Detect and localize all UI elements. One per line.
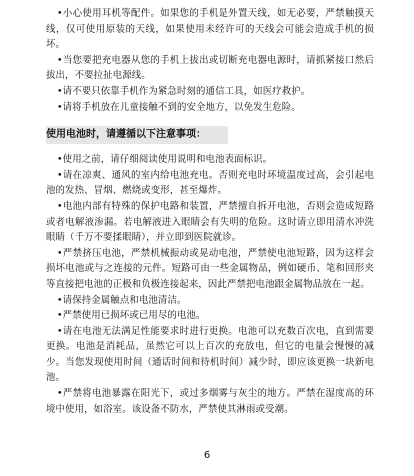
- paragraph: •使用之前，请仔细阅读使用说明和电池表面标识。: [57, 154, 273, 166]
- paragraph: •严禁使用已损坏或已用尽的电池。: [57, 310, 206, 322]
- paragraph: •请不要只依靠手机作为紧急时刻的通信工具，如医疗救护。: [57, 85, 311, 97]
- paragraph: •小心使用耳机等配件。如果您的手机是外置天线，如无必要，严禁触摸天线，仅可使用原装的天线，如果使用未经许可的天线会可能会造成手机的损坏。: [46, 8, 374, 51]
- paragraph: •严禁将电池暴露在阳光下，或过多烟雾与灰尘的地方。严禁在湿度高的环境中使用，如浴室。该设备不防水，严禁使其淋雨或受潮。: [46, 388, 374, 415]
- paragraph: •电池内部有特殊的保护电路和装置，严禁擅自拆开电池，否则会造成短路或者电解液渗漏。若电解液进入眼睛会有失明的危险。这时请立即用清水冲洗眼睛（千万不要揉眼睛），并立即到医院就诊。: [46, 200, 374, 244]
- page-number: 6: [203, 450, 211, 461]
- paragraph: •请保持金属触点和电池清洁。: [57, 294, 187, 306]
- battery-precautions: [46, 152, 374, 417]
- paragraph: •请在凉爽、通风的室内给电池充电。否则充电时环境温度过高，会引起电池的发热、冒烟、燃烧或变形，甚至爆炸。: [46, 169, 374, 197]
- section-heading: 使用电池时，请遵循以下注意事项：: [46, 126, 228, 144]
- paragraph: •请将手机放在儿童接触不到的安全地方，以免发生危险。: [57, 101, 301, 113]
- paragraph: •严禁挤压电池，严禁机械振动或晃动电池，严禁使电池短路，因为这样会损坏电池或与之连接的元件。短路可由一些金属物品，例如硬币、笔和回形夹等直接把电池的正极和负极连接起来，因此严禁把电池跟金属物品放在一起。: [46, 247, 374, 290]
- paragraph: •请在电池无法满足性能要求时进行更换。电池可以充数百次电，直到需要更换。电池是消耗品，虽然它可以上百次的充放电，但它的电量会慢慢的减少。当您发现使用时间（通话时间和待机时间）减少时，即应该更换一块新电池。: [46, 325, 374, 384]
- general-precautions: [46, 6, 374, 115]
- paragraph: •当您要把充电器从您的手机上拔出或切断充电器电源时，请抓紧接口然后拔出，不要拉扯电源线。: [46, 54, 374, 82]
